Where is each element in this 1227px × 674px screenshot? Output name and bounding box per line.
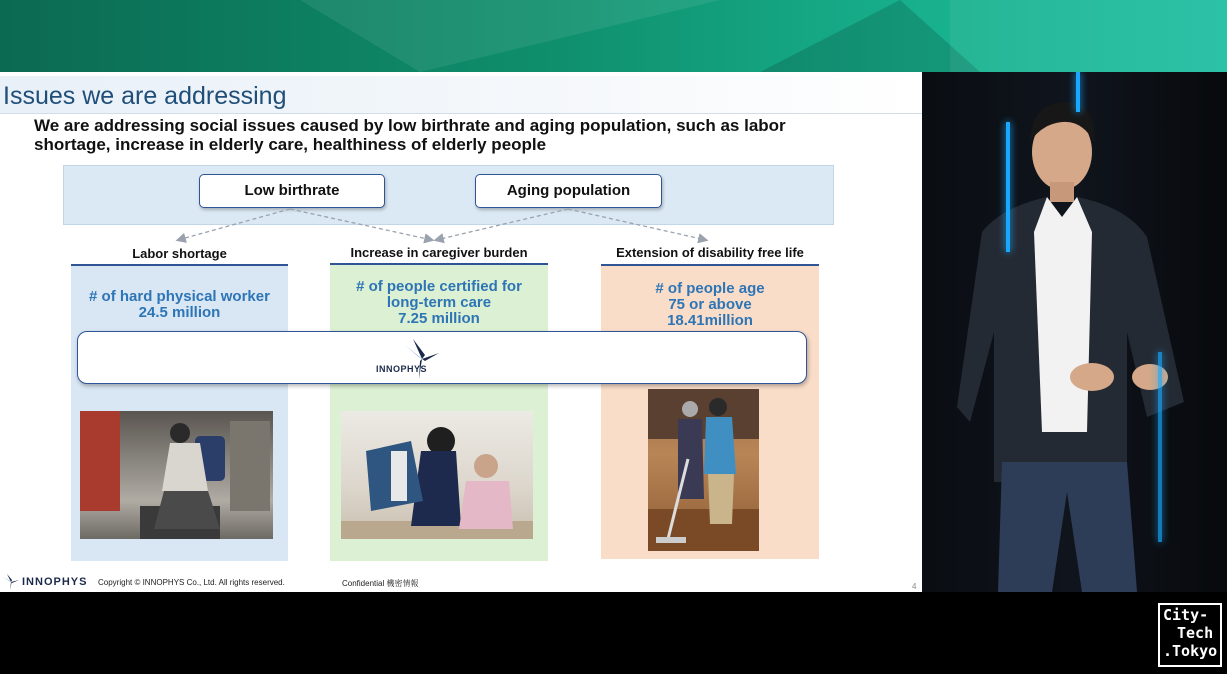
slide-page-number: 4: [912, 582, 917, 591]
footer-brand: INNOPHYS: [22, 576, 88, 588]
stat-line: # of people certified for: [356, 278, 522, 295]
stat-line: 7.25 million: [398, 310, 480, 327]
cause-aging-population: Aging population: [475, 174, 662, 208]
presentation-slide: [0, 72, 922, 592]
cause-low-birthrate: Low birthrate: [199, 174, 385, 208]
column-heading-disability: Extension of disability free life: [616, 245, 804, 260]
slide-title-bar: [0, 76, 922, 114]
speaker-camera-view: [922, 72, 1227, 592]
broadcast-bottom-bar: [0, 592, 1227, 674]
photo-caregiver-hugging-elder: [341, 411, 533, 539]
windmill-logo-icon: [375, 337, 445, 381]
innophys-footer-logo-icon: [2, 574, 20, 590]
stat-line: 18.41million: [667, 312, 753, 329]
logo-line: Tech: [1177, 624, 1214, 642]
logo-line: City-: [1163, 606, 1209, 624]
stat-line: 24.5 million: [138, 304, 221, 321]
stat-line: # of people age: [655, 280, 765, 297]
stat-line: 75 or above: [668, 296, 752, 313]
column-heading-caregiver: Increase in caregiver burden: [350, 245, 528, 260]
slide-subtitle: We are addressing social issues caused by low birthrate and aging population, such as labor shortage, increase in elderly care, healthiness of elderly people: [34, 116, 786, 154]
photo-elder-walking-assist: [648, 389, 759, 551]
speaker-figure: [922, 72, 1227, 592]
city-tech-tokyo-logo-text: [1163, 606, 1221, 660]
innophys-brand-box: [77, 331, 807, 384]
logo-line: .Tokyo: [1163, 642, 1218, 660]
broadcast-top-banner: [0, 0, 1227, 72]
photo-worker-with-exoskeleton: [80, 411, 273, 539]
column-heading-underline: [71, 264, 288, 266]
column-heading-underline: [601, 264, 819, 266]
footer-confidential: Confidential 機密情報: [342, 579, 419, 588]
column-heading-labor: Labor shortage: [132, 246, 227, 261]
slide-title: Issues we are addressing: [3, 82, 287, 110]
brand-name: INNOPHYS: [376, 364, 428, 374]
stat-caregiver: [330, 279, 548, 327]
stat-labor: [71, 289, 288, 321]
stat-disability: [601, 281, 819, 329]
causes-band: [63, 165, 834, 225]
column-heading-underline: [330, 263, 548, 265]
stat-line: long-term care: [386, 294, 492, 311]
stat-line: # of hard physical worker: [89, 288, 270, 305]
footer-copyright: Copyright © INNOPHYS Co., Ltd. All rights reserved.: [98, 578, 285, 587]
